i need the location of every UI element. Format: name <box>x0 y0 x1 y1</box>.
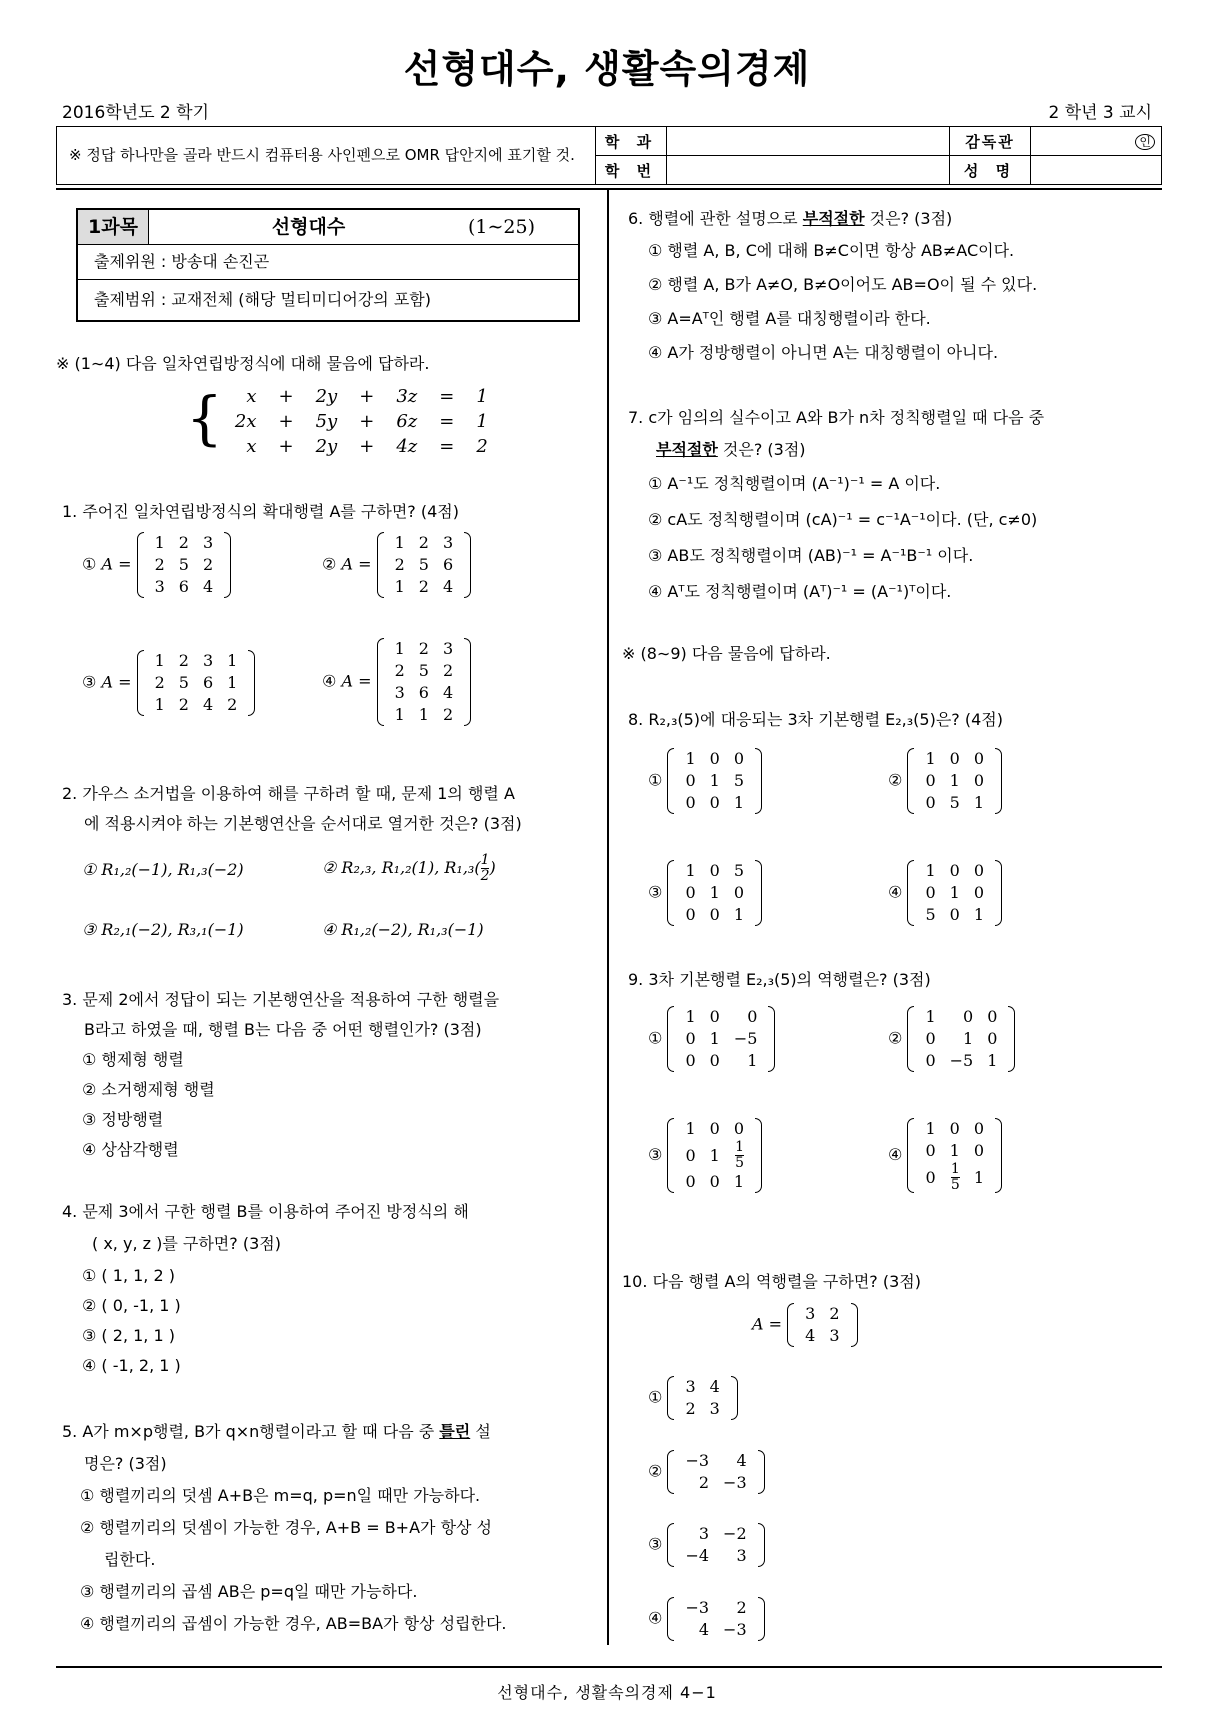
subject-scope: 출제범위 : 교재전체 (해당 멀티미디어강의 포함) <box>94 290 431 309</box>
q1-option-4-label: ④ <box>322 671 337 691</box>
question-8: 8. R₂,₃(5)에 대응되는 3차 기본행렬 E₂,₃(5)은? (4점) <box>628 710 1003 729</box>
q8-option-2-label: ② <box>888 770 903 790</box>
q3-option-1[interactable]: ① 행제형 행렬 <box>82 1050 184 1069</box>
instruction-8-9: ※ (8∼9) 다음 물음에 답하라. <box>622 644 831 663</box>
matrix-cell: 0 <box>685 1051 696 1070</box>
matrix-cell: 3 <box>829 1326 840 1345</box>
q9-option-3-matrix: 1 0 0 0 1 $\frac{1}{5}$ 0 0 1 <box>667 1118 762 1193</box>
matrix-cell: 4 <box>442 683 454 702</box>
matrix-cell: 3 <box>154 577 165 596</box>
matrix-cell: 1 <box>733 905 744 924</box>
question-9: 9. 3차 기본행렬 E₂,₃(5)의 역행렬은? (3점) <box>628 970 931 989</box>
q3-option-2[interactable]: ② 소거행제형 행렬 <box>82 1080 215 1099</box>
q2-option-2-text: ② R₂,₃, R₁,₂(1), R₁,₃( <box>322 858 481 877</box>
matrix-cell: 0 <box>949 861 960 880</box>
matrix-cell: 0 <box>973 771 984 790</box>
equation-term: 2y <box>315 436 338 457</box>
equation-term: + <box>359 411 375 432</box>
q9-option-4-matrix: 1 0 0 0 1 0 0 $\frac{1}{5}$ 1 <box>907 1118 1002 1193</box>
matrix-cell: 2 <box>418 533 429 552</box>
q5-text: 5. A가 m×p행렬, B가 q×n행렬이라고 할 때 다음 중 <box>62 1422 435 1441</box>
matrix-cell: 0 <box>685 883 696 902</box>
q10-option-2[interactable] <box>648 1450 765 1494</box>
matrix-cell: 4 <box>698 1620 710 1639</box>
q9-option-3[interactable] <box>648 1118 762 1193</box>
subject-name: 선형대수 <box>271 216 346 238</box>
question-5-line2: 명은? (3점) <box>84 1454 167 1473</box>
matrix-cell: 3 <box>442 639 454 658</box>
q8-option-4-label: ④ <box>888 882 903 902</box>
instruction-1-4: ※ (1∼4) 다음 일차연립방정식에 대해 물음에 답하라. <box>56 354 430 373</box>
q7-underlined: 부적절한 <box>656 440 718 459</box>
q5-option-3[interactable]: ③ 행렬끼리의 곱셈 AB은 p=q일 때만 가능하다. <box>80 1582 418 1601</box>
q1-option-2-A: A = <box>341 554 372 574</box>
equation-term: x <box>246 386 257 407</box>
matrix-cell: 1 <box>418 705 429 724</box>
semester: 2016학년도 2 학기 <box>62 103 209 123</box>
matrix-cell: 1 <box>949 883 960 902</box>
dept-label: 학 과 <box>596 127 667 156</box>
q10-option-2-label: ② <box>648 1461 663 1481</box>
q7-option-2[interactable]: ② cA도 정칙행렬이며 (cA)⁻¹ = c⁻¹A⁻¹이다. (단, c≠0) <box>648 510 1038 529</box>
matrix-cell: 1 <box>394 639 405 658</box>
equation-term: 3z <box>396 386 418 407</box>
question-7-line1: 7. c가 임의의 실수이고 A와 B가 n차 정칙행렬일 때 다음 중 <box>628 408 1045 427</box>
q2-option-2[interactable] <box>322 853 496 884</box>
matrix-cell: 1 <box>963 1029 974 1048</box>
q9-option-2[interactable] <box>888 1006 1015 1072</box>
matrix-cell: 0 <box>925 1029 936 1048</box>
matrix-cell: 2 <box>442 705 454 724</box>
question-4-line2: ( x, y, z )를 구하면? (3점) <box>92 1234 281 1253</box>
q7-option-3[interactable]: ③ AB도 정칙행렬이며 (AB)⁻¹ = A⁻¹B⁻¹ 이다. <box>648 546 974 565</box>
matrix-cell: 1 <box>685 749 696 768</box>
matrix-cell: 2 <box>418 577 429 596</box>
q10-A-matrix <box>787 1303 857 1347</box>
equation-term: = <box>439 436 455 457</box>
matrix-cell: 0 <box>973 749 984 768</box>
matrix-cell: 3 <box>442 533 454 552</box>
matrix-cell: −4 <box>685 1546 710 1565</box>
q8-option-4-matrix <box>907 860 1002 926</box>
matrix-cell: 3 <box>709 1399 720 1418</box>
q1-option-1[interactable] <box>82 532 231 598</box>
matrix-cell: 1 <box>394 533 405 552</box>
matrix-cell: 1 <box>709 883 720 902</box>
q1-option-2[interactable] <box>322 532 471 598</box>
matrix-cell: 0 <box>949 749 960 768</box>
question-2-line1: 2. 가우스 소거법을 이용하여 해를 구하려 할 때, 문제 1의 행렬 A <box>62 784 515 803</box>
q1-option-3-matrix <box>137 650 256 716</box>
q2-frac-num: 1 <box>480 852 490 868</box>
q5-option-2-line1[interactable]: ② 행렬끼리의 덧셈이 가능한 경우, A+B = B+A가 항상 성 <box>80 1518 493 1537</box>
matrix-cell: 6 <box>178 577 189 596</box>
page-title: 선형대수, 생활속의경제 <box>403 47 811 91</box>
matrix-cell: 1 <box>154 651 165 670</box>
q6-text: 6. 행렬에 관한 설명으로 <box>628 209 798 228</box>
matrix-cell: 1 <box>709 771 720 790</box>
q3-option-3[interactable]: ③ 정방행렬 <box>82 1110 164 1129</box>
matrix-cell: 1 <box>709 1029 720 1048</box>
q1-option-4-matrix <box>377 638 472 726</box>
q2-option-4[interactable]: ④ R₁,₂(−2), R₁,₃(−1) <box>322 920 484 939</box>
matrix-cell: −5 <box>949 1051 974 1070</box>
q7-option-4[interactable]: ④ Aᵀ도 정칙행렬이며 (Aᵀ)⁻¹ = (A⁻¹)ᵀ이다. <box>648 582 952 601</box>
matrix-cell: 4 <box>709 1377 720 1396</box>
matrix-cell: 1 <box>227 651 238 670</box>
q4-option-3[interactable]: ③ ( 2, 1, 1 ) <box>82 1326 175 1345</box>
matrix-cell: 2 <box>829 1304 840 1323</box>
matrix-cell: 0 <box>747 1007 758 1026</box>
question-5-line1 <box>62 1417 491 1447</box>
q9-option-2-label: ② <box>888 1028 903 1048</box>
matrix-cell: 6 <box>418 683 429 702</box>
matrix-cell: 0 <box>709 749 720 768</box>
q4-option-1[interactable]: ① ( 1, 1, 2 ) <box>82 1266 175 1285</box>
grade-period: 2 학년 3 교시 <box>1048 103 1152 123</box>
matrix-cell: 5 <box>733 861 744 880</box>
matrix-cell: 5 <box>949 793 960 812</box>
id-label: 학 번 <box>596 156 667 185</box>
q8-option-1-matrix <box>667 748 762 814</box>
q6-text-end: 것은? (3점) <box>869 209 953 228</box>
q10-option-1[interactable] <box>648 1376 738 1420</box>
matrix-cell: 2 <box>698 1473 710 1492</box>
matrix-cell: 0 <box>685 793 696 812</box>
matrix-cell: 1 <box>227 673 238 692</box>
matrix-cell: 2 <box>154 673 165 692</box>
q6-option-4[interactable]: ④ A가 정방행렬이 아니면 A는 대칭행렬이 아니다. <box>648 343 999 362</box>
matrix-cell: 0 <box>963 1007 974 1026</box>
q8-option-3-label: ③ <box>648 882 663 902</box>
q8-option-2[interactable] <box>888 748 1002 814</box>
bottom-divider <box>56 1666 1162 1668</box>
matrix-cell: 0 <box>709 1007 720 1026</box>
id-field[interactable] <box>667 156 950 185</box>
q9-option-4-label: ④ <box>888 1145 903 1164</box>
matrix-cell: 4 <box>202 577 214 596</box>
matrix-cell: 0 <box>949 905 960 924</box>
q10-option-4-label: ④ <box>648 1608 663 1628</box>
matrix-cell: 3 <box>202 651 214 670</box>
q10-option-4[interactable] <box>648 1597 765 1641</box>
matrix-cell: 5 <box>178 555 189 574</box>
matrix-cell: 2 <box>442 661 454 680</box>
seal-icon: 인 <box>1135 134 1155 150</box>
q9-option-2-matrix <box>907 1006 1015 1072</box>
q6-option-3[interactable]: ③ A=Aᵀ인 행렬 A를 대칭행렬이라 한다. <box>648 309 931 328</box>
equation-term: + <box>278 411 294 432</box>
q1-option-3-label: ③ <box>82 672 97 692</box>
q2-option-1[interactable]: ① R₁,₂(−1), R₁,₃(−2) <box>82 860 244 879</box>
equation-term: 4z <box>396 436 418 457</box>
matrix-cell: 2 <box>394 661 405 680</box>
equation-term: 6z <box>396 411 418 432</box>
matrix-cell: −3 <box>685 1451 710 1470</box>
column-divider <box>607 190 609 1645</box>
question-3-line1: 3. 문제 2에서 정답이 되는 기본행연산을 적용하여 구한 행렬을 <box>62 990 500 1009</box>
matrix-cell: −2 <box>723 1524 747 1543</box>
q2-option-2-close: ) <box>489 858 496 877</box>
equation-term: + <box>359 436 375 457</box>
q5-option-2-line2: 립한다. <box>104 1550 156 1569</box>
q8-option-3[interactable] <box>648 860 762 926</box>
q10-matrix-A <box>752 1303 858 1347</box>
supervisor-label: 감독관 <box>950 127 1031 156</box>
matrix-cell: 0 <box>925 793 936 812</box>
equation-term: + <box>359 386 375 407</box>
q2-option-3[interactable]: ③ R₂,₁(−2), R₃,₁(−1) <box>82 920 244 939</box>
matrix-cell: −3 <box>723 1620 747 1639</box>
matrix-cell: 0 <box>685 905 696 924</box>
q1-option-3[interactable] <box>82 650 255 716</box>
matrix-cell: −3 <box>723 1473 747 1492</box>
q10-option-3[interactable] <box>648 1523 765 1567</box>
matrix-cell: 2 <box>178 651 189 670</box>
q5-option-1[interactable]: ① 행렬끼리의 덧셈 A+B은 m=q, p=n일 때만 가능하다. <box>80 1486 481 1505</box>
q9-option-1-matrix <box>667 1006 775 1072</box>
matrix-cell: 1 <box>987 1051 998 1070</box>
question-4-line1: 4. 문제 3에서 구한 행렬 B를 이용하여 주어진 방정식의 해 <box>62 1202 469 1221</box>
matrix-cell: 0 <box>925 771 936 790</box>
matrix-cell: 3 <box>805 1304 816 1323</box>
matrix-cell: 4 <box>202 695 214 714</box>
matrix-cell: 0 <box>987 1007 998 1026</box>
equation-term: = <box>439 411 455 432</box>
name-label: 성 명 <box>950 156 1031 185</box>
q9-option-1[interactable] <box>648 1006 775 1072</box>
q1-option-1-A: A = <box>101 554 132 574</box>
equation-term: + <box>278 386 294 407</box>
notice: ※ 정답 하나만을 골라 반드시 컴퓨터용 사인펜으로 OMR 답안지에 표기할 것. <box>57 127 596 185</box>
q7-text-end: 것은? (3점) <box>722 440 806 459</box>
matrix-cell: 6 <box>442 555 454 574</box>
matrix-cell: 0 <box>973 883 984 902</box>
q7-option-1[interactable]: ① A⁻¹도 정칙행렬이며 (A⁻¹)⁻¹ = A 이다. <box>648 474 941 493</box>
matrix-cell: 0 <box>987 1029 998 1048</box>
matrix-cell: 1 <box>394 705 405 724</box>
name-field[interactable] <box>1031 156 1162 185</box>
matrix-cell: 2 <box>394 555 405 574</box>
matrix-cell: 2 <box>202 555 214 574</box>
matrix-cell: 1 <box>973 905 984 924</box>
q1-option-3-A: A = <box>101 672 132 692</box>
equation-system: { x + 2y + 3z = 1 2x + 5y + 6z = 1 x + 2y + 4z = 2 <box>186 383 500 460</box>
matrix-cell: 3 <box>394 683 405 702</box>
q1-option-2-label: ② <box>322 554 337 574</box>
matrix-cell: −5 <box>733 1029 758 1048</box>
matrix-cell: 2 <box>227 695 238 714</box>
q10-option-1-label: ① <box>648 1387 663 1407</box>
q4-option-2[interactable]: ② ( 0, -1, 1 ) <box>82 1296 181 1315</box>
equation-term: x <box>246 436 257 457</box>
q5-underlined: 틀린 <box>439 1422 471 1441</box>
q10-option-2-matrix <box>667 1450 764 1494</box>
equation-term: 1 <box>476 386 488 407</box>
page-footer: 선형대수, 생활속의경제 4−1 <box>497 1683 717 1702</box>
matrix-cell: 5 <box>418 661 429 680</box>
q5-text-end: 설 <box>475 1422 491 1441</box>
q10-option-1-matrix <box>667 1376 737 1420</box>
q6-underlined: 부적절한 <box>802 209 865 228</box>
matrix-cell: 6 <box>202 673 214 692</box>
equation-term: 1 <box>476 411 488 432</box>
q1-option-1-matrix <box>137 532 232 598</box>
matrix-cell: 0 <box>709 861 720 880</box>
matrix-cell: 5 <box>733 771 744 790</box>
q4-option-4[interactable]: ④ ( -1, 2, 1 ) <box>82 1356 181 1375</box>
q8-option-1[interactable] <box>648 748 762 814</box>
matrix-cell: 0 <box>733 883 744 902</box>
matrix-cell: 1 <box>973 793 984 812</box>
top-divider <box>56 188 1162 190</box>
matrix-cell: 3 <box>685 1377 696 1396</box>
matrix-cell: 2 <box>178 533 189 552</box>
matrix-cell: 3 <box>698 1524 710 1543</box>
matrix-cell: 5 <box>925 905 936 924</box>
matrix-cell: 3 <box>736 1546 747 1565</box>
matrix-cell: 4 <box>442 577 454 596</box>
question-7-line2 <box>656 435 806 465</box>
q6-option-1[interactable]: ① 행렬 A, B, C에 대해 B≠C이면 항상 AB≠AC이다. <box>648 241 1015 260</box>
q8-option-4[interactable] <box>888 860 1002 926</box>
matrix-cell: 0 <box>925 883 936 902</box>
matrix-cell: 5 <box>178 673 189 692</box>
supervisor-field[interactable] <box>1031 127 1162 156</box>
matrix-cell: 0 <box>709 1051 720 1070</box>
q3-option-4[interactable]: ④ 상삼각행렬 <box>82 1140 179 1159</box>
matrix-cell: 1 <box>733 793 744 812</box>
q1-option-4-A: A = <box>341 671 372 691</box>
matrix-cell: 0 <box>733 749 744 768</box>
matrix-cell: −3 <box>685 1598 710 1617</box>
matrix-cell: 1 <box>925 749 936 768</box>
matrix-cell: 3 <box>202 533 214 552</box>
equation-term: 2 <box>476 436 488 457</box>
matrix-cell: 1 <box>747 1051 758 1070</box>
matrix-cell: 2 <box>154 555 165 574</box>
q1-option-2-matrix <box>377 532 472 598</box>
q5-option-4[interactable]: ④ 행렬끼리의 곱셈이 가능한 경우, AB=BA가 항상 성립한다. <box>80 1614 507 1633</box>
matrix-cell: 1 <box>685 1007 696 1026</box>
matrix-cell: 2 <box>685 1399 696 1418</box>
q2-frac-den: 2 <box>480 868 490 884</box>
matrix-cell: 1 <box>949 771 960 790</box>
dept-field[interactable] <box>667 127 950 156</box>
subject-box <box>76 208 580 322</box>
q9-option-4[interactable] <box>888 1118 1002 1193</box>
matrix-cell: 0 <box>973 861 984 880</box>
q9-option-3-label: ③ <box>648 1145 663 1164</box>
matrix-cell: 1 <box>685 861 696 880</box>
question-10: 10. 다음 행렬 A의 역행렬을 구하면? (3점) <box>622 1272 921 1291</box>
matrix-cell: 0 <box>709 793 720 812</box>
equation-term: 5y <box>315 411 338 432</box>
question-2-line2: 에 적용시켜야 하는 기본행연산을 순서대로 열거한 것은? (3점) <box>84 814 522 833</box>
equation-term: + <box>278 436 294 457</box>
question-1: 1. 주어진 일차연립방정식의 확대행렬 A를 구하면? (4점) <box>62 502 460 521</box>
matrix-cell: 1 <box>925 861 936 880</box>
equation-term: 2x <box>234 411 257 432</box>
q6-option-2[interactable]: ② 행렬 A, B가 A≠O, B≠O이어도 AB=O이 될 수 있다. <box>648 275 1038 294</box>
matrix-cell: 0 <box>925 1051 936 1070</box>
info-table <box>56 126 1162 185</box>
q1-option-1-label: ① <box>82 554 97 574</box>
question-6 <box>628 204 952 234</box>
question-3-line2: B라고 하였을 때, 행렬 B는 다음 중 어떤 행렬인가? (3점) <box>84 1020 482 1039</box>
q1-option-4[interactable] <box>322 638 471 726</box>
subject-range: (1∼25) <box>468 216 536 238</box>
q10-option-3-matrix <box>667 1523 764 1567</box>
q10-A-label: A = <box>752 1314 783 1334</box>
matrix-cell: 2 <box>418 639 429 658</box>
matrix-cell: 0 <box>685 771 696 790</box>
equation-term: = <box>439 386 455 407</box>
matrix-cell: 4 <box>805 1326 816 1345</box>
subject-badge: 1과목 <box>78 210 149 244</box>
matrix-cell: 2 <box>178 695 189 714</box>
matrix-cell: 1 <box>394 577 405 596</box>
matrix-cell: 5 <box>418 555 429 574</box>
q8-option-3-matrix <box>667 860 762 926</box>
matrix-cell: 1 <box>154 533 165 552</box>
matrix-cell: 0 <box>709 905 720 924</box>
q8-option-1-label: ① <box>648 770 663 790</box>
q10-option-4-matrix <box>667 1597 764 1641</box>
matrix-cell: 1 <box>154 695 165 714</box>
matrix-cell: 1 <box>925 1007 936 1026</box>
matrix-cell: 0 <box>685 1029 696 1048</box>
q10-option-3-label: ③ <box>648 1534 663 1554</box>
equation-term: 2y <box>315 386 338 407</box>
q8-option-2-matrix <box>907 748 1002 814</box>
subject-author: 출제위원 : 방송대 손진곤 <box>78 245 578 280</box>
matrix-cell: 2 <box>736 1598 747 1617</box>
q9-option-1-label: ① <box>648 1028 663 1048</box>
matrix-cell: 4 <box>736 1451 747 1470</box>
